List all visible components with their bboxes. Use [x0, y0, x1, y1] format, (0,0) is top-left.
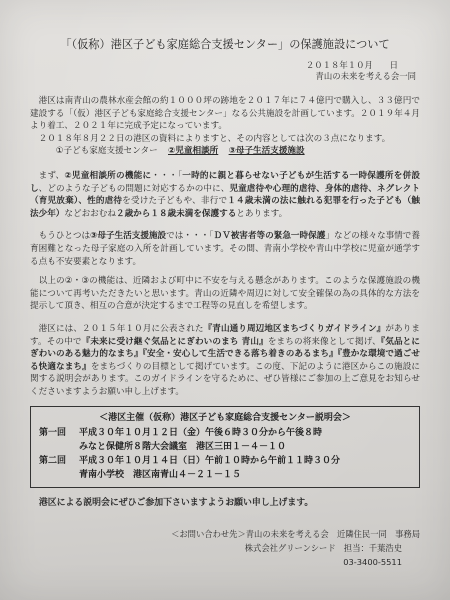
- text-segment: をまちの将来像として掲げ、: [267, 336, 381, 347]
- facility-item-child-guidance: ②児童相談所: [168, 146, 219, 157]
- facility-item-mother-child: ③母子生活支援施設: [228, 146, 305, 157]
- text-segment: もうひとつは: [38, 231, 91, 242]
- session-label: 第一回: [39, 427, 67, 438]
- text-segment: 港区には、２０１５年１０月に公表された: [38, 323, 204, 334]
- text-segment-bold: ＤＶ被害者等の緊急一時保護: [213, 231, 326, 242]
- text-segment: をまちづくりの目標として掲げています。この度、下記のように港区からこの施設に関する説明会があります。このガイドラインを守るために、ぜひ皆様にご参加の上ご意見をお知らせくださいますようお願い申し上げます。: [30, 361, 420, 397]
- text-segment-bold: 『青山通り周辺地区まちづくりガイドライン』: [203, 323, 386, 334]
- concern-paragraph: 以上の②・③の機能は、近隣および町中に不安を与える懸念があります。このような保護施設の機能について再考いただきたいと思います。青山の近隣や周辺に対して安全確保の為の具体的な方法を提示して頂き、相互の合意が決定するまで工程等の見直しを希望します。: [30, 276, 420, 312]
- document-date: ２０１８年１０月 日: [305, 60, 398, 70]
- document-author: 青山の未来を考える会一同: [315, 71, 416, 81]
- contact-person: 株式会社グリーンシード 担当：千葉浩史: [244, 543, 402, 554]
- text-segment: を受けた子どもや、非行で: [122, 196, 228, 207]
- contact-phone: 03-3400-5511: [343, 557, 402, 568]
- session-venue: 青南小学校 港区南青山４－２１－１５: [79, 470, 242, 481]
- briefing-box: [30, 406, 420, 488]
- facility-items: [30, 145, 420, 158]
- intro-source: ２０１８年８月２２日の港区の資料によりますと、その内容としては次の３点になります。: [38, 133, 391, 144]
- text-segment: があります。その中で: [30, 323, 420, 347]
- session-label: 第二回: [39, 456, 67, 467]
- session-row: [39, 454, 411, 468]
- session-venue: みなと保健所８階大会議室 港区三田１－４－１０: [79, 441, 287, 452]
- text-segment-bold: ③母子生活支援施設: [90, 231, 167, 242]
- text-segment: まず、: [38, 170, 65, 181]
- text-segment-bold: 『気品とにぎわいのある魅力的なまち』『安全・安心して生活できる落ち着きのあるまち』『豊かな環境で過ごせる快適なまち』: [30, 336, 420, 372]
- session-row: [39, 426, 411, 440]
- child-guidance-paragraph: [30, 170, 420, 220]
- guideline-paragraph: [30, 323, 420, 399]
- session-venue-row: [39, 440, 411, 454]
- session-label-spacer: [39, 468, 79, 482]
- intro-paragraph: 港区は南青山の農林水産会館の約１０００坪の跡地を２０１７年に７４億円で購入し、３３億円で建設する「（仮）港区子ども家庭総合支援センター」なる公共施設を計画しています。２０１９年４月より着工、２０２１年に完成予定になっています。: [30, 96, 420, 132]
- text-segment-bold: 児童虐待や心理的虐待、身体的虐待、ネグレクト（育児放棄）、性的虐待: [30, 183, 420, 207]
- session-datetime: 平成３０年１０月１２日（金）午後６時３０分から午後８時: [79, 427, 323, 438]
- text-segment-bold: 『未来に受け継ぐ気品とにぎわいのまち 青山』: [81, 336, 268, 347]
- session-label-spacer: [39, 440, 79, 454]
- text-segment-bold: １４歳未満の法に触れる犯罪を行った子ども（触法少年）: [30, 196, 420, 219]
- session-venue-row: [39, 468, 411, 482]
- closing-request: 港区による説明会にぜひご参加下さいますようお願い申し上げます。: [38, 498, 314, 509]
- contact-block: [30, 527, 420, 569]
- mother-child-paragraph: [30, 230, 420, 268]
- text-segment: 、どのような子どもの問題に対応するかの中に、: [38, 183, 230, 194]
- text-segment: 」などの様々な事情で養育困難となった母子家庭の入所を計画しています。その間、青南小学校や青山中学校に児童が通学する点も不安要素となります。: [30, 231, 420, 267]
- text-segment: ・・・「: [151, 170, 183, 181]
- text-segment-bold: ２歳から１８歳未満を保護する: [115, 208, 237, 219]
- text-segment: などおおむね: [64, 208, 116, 219]
- document-title: 「（仮称）港区子ども家庭総合支援センター」の保護施設について: [60, 38, 390, 51]
- text-segment-bold: ②児童相談所の機能に: [64, 170, 152, 181]
- session-datetime: 平成３０年１０月１４日（日）午前１０時から午前１１時３０分: [79, 456, 341, 467]
- briefing-heading: ＜港区主催（仮称）港区子ども家庭総合支援センター説明会＞: [99, 413, 351, 424]
- contact-organization: ＜お問い合わせ先＞青山の未来を考える会 近隣住民一同 事務局: [171, 529, 420, 540]
- facility-item-family-support: ①子ども家庭支援センター: [55, 146, 158, 157]
- text-segment: とあります。: [236, 208, 288, 219]
- text-segment: では・・・「: [166, 231, 214, 242]
- text-segment-bold: 一時的に親と暮らせない子どもが生活する一時保護所を併設し: [30, 170, 420, 194]
